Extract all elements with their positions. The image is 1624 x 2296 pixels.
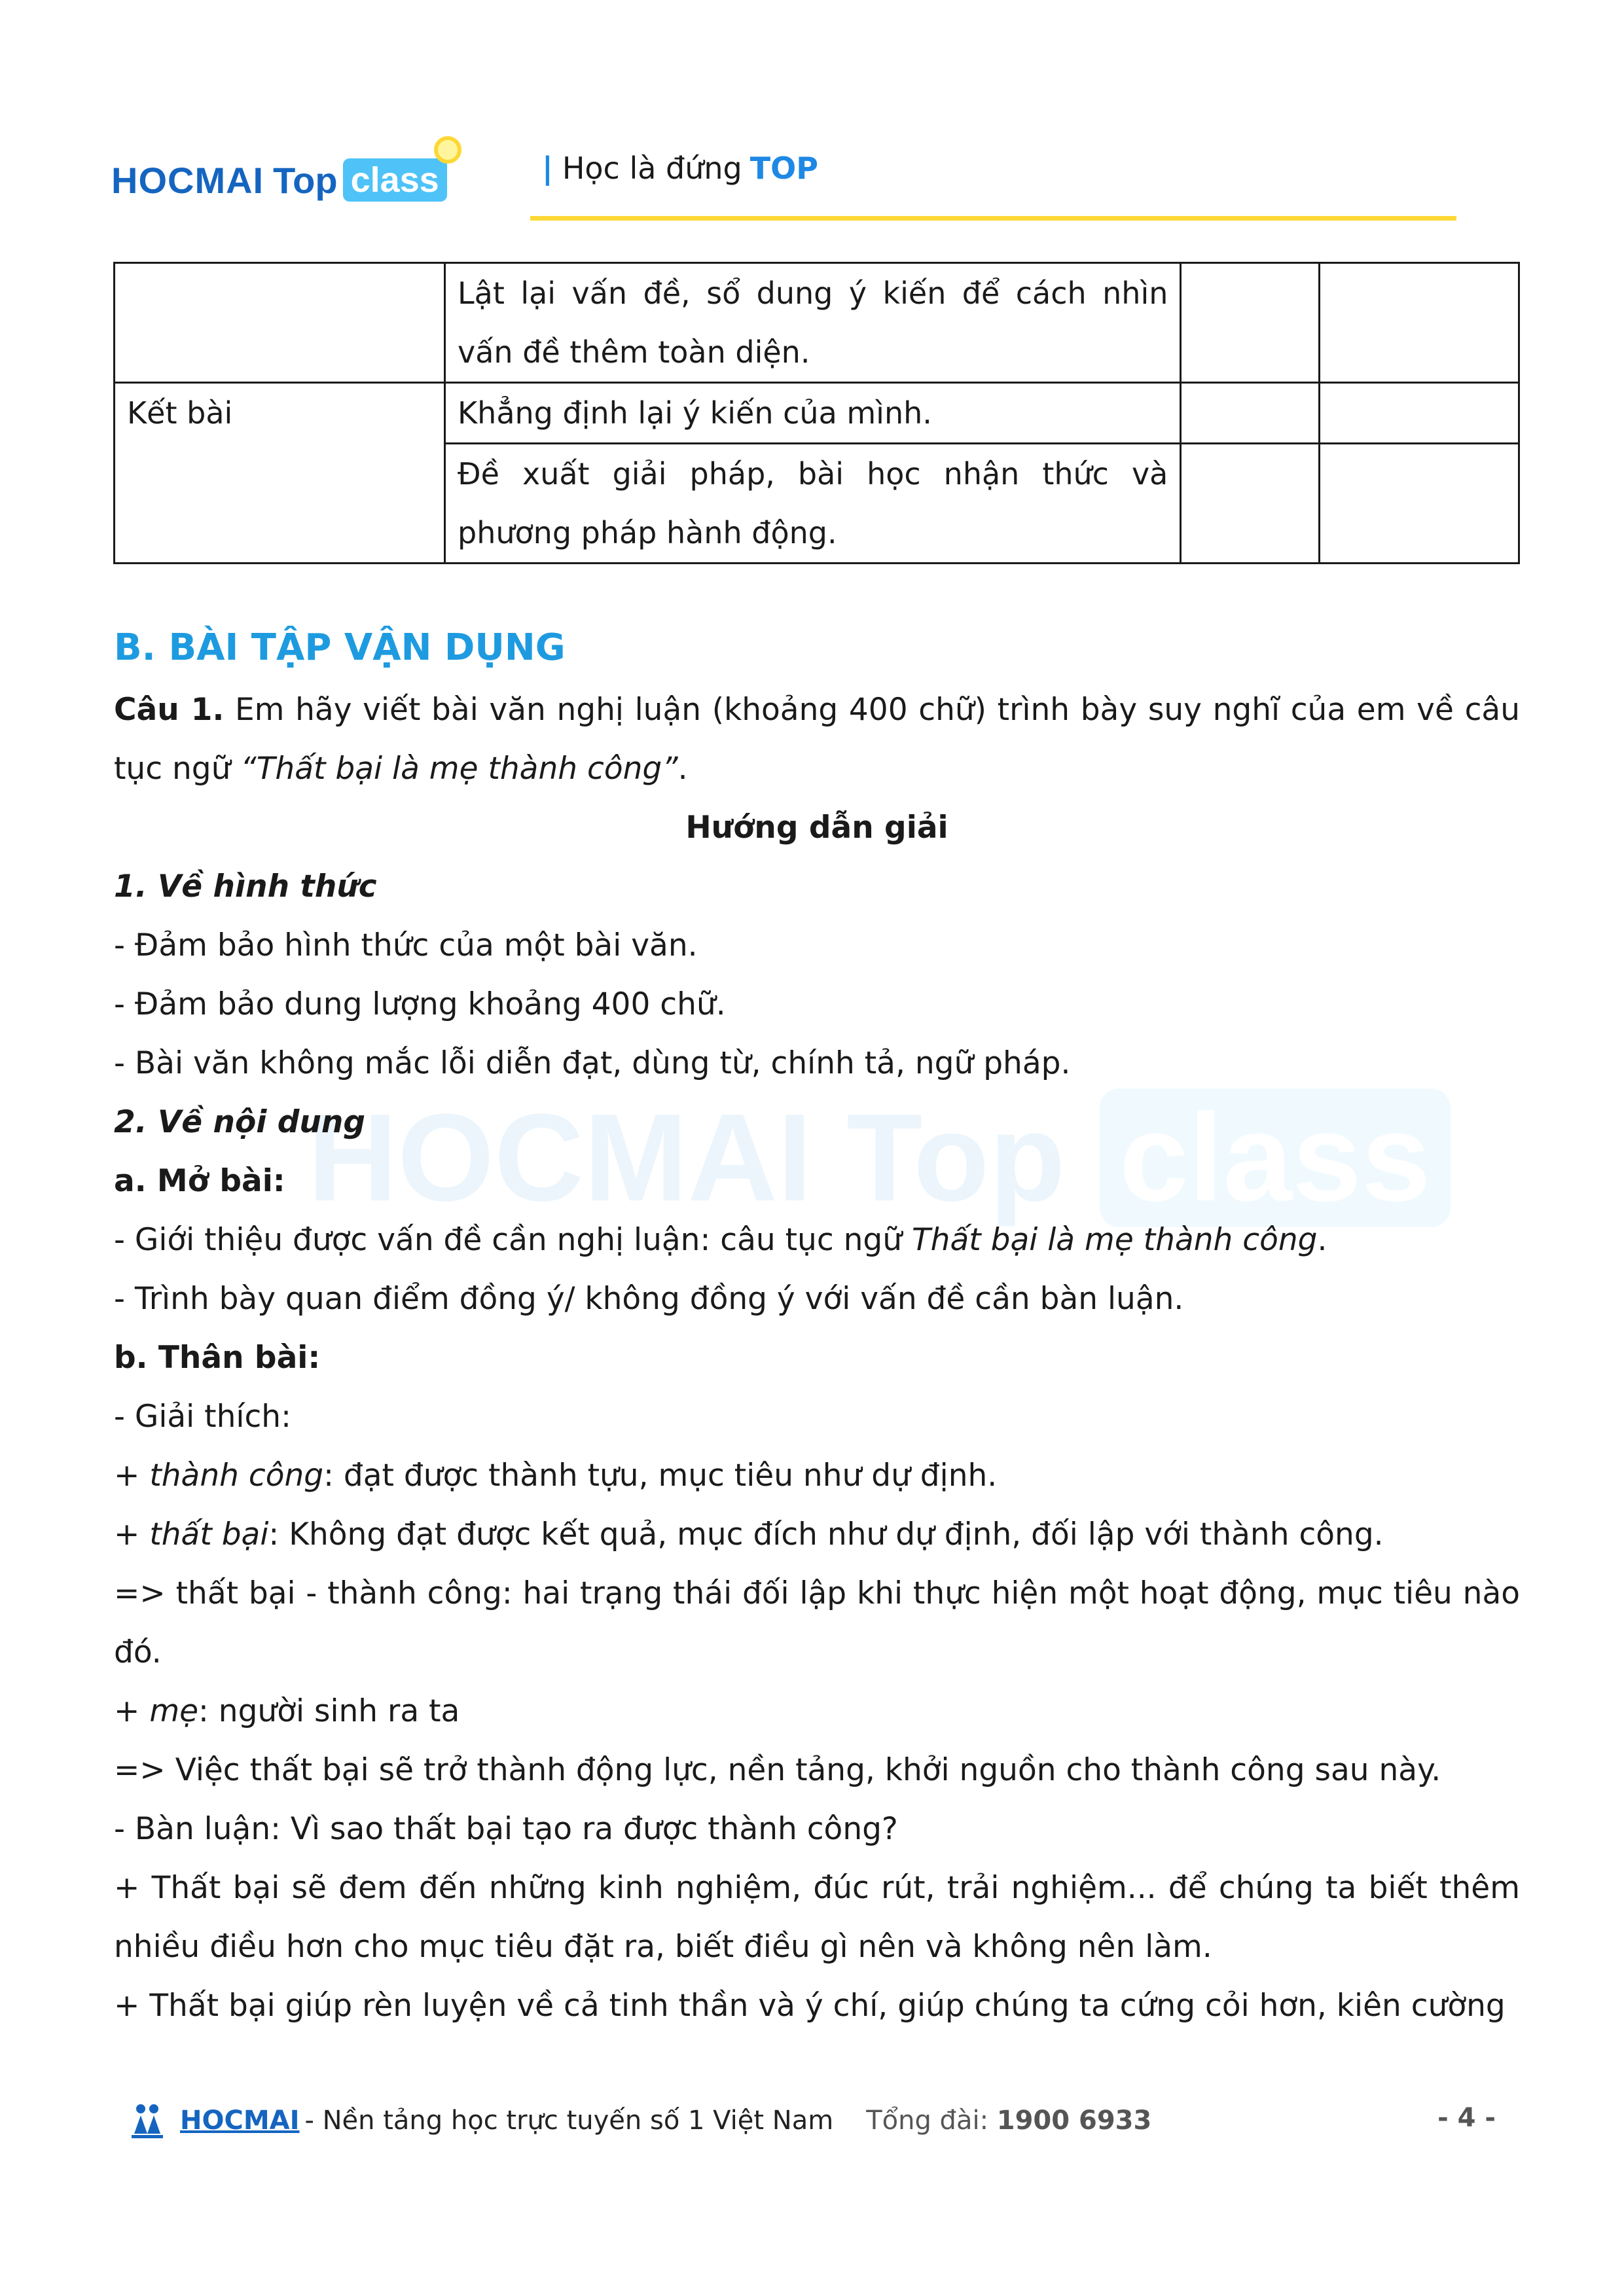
table-row bbox=[115, 263, 1519, 383]
hotline-label: Tổng đài: bbox=[866, 2106, 989, 2136]
table-cell: Khẳng định lại ý kiến của mình. bbox=[445, 383, 1181, 444]
section-title: B. BÀI TẬP VẬN DỤNG bbox=[114, 626, 566, 669]
page-number: - 4 - bbox=[1437, 2103, 1496, 2133]
text-run: . bbox=[1317, 1222, 1327, 1258]
question-1 bbox=[114, 681, 1520, 798]
list-item bbox=[114, 1505, 1520, 1564]
body-heading: b. Thân bài: bbox=[114, 1340, 321, 1376]
document-body bbox=[114, 615, 1520, 2036]
hotline bbox=[866, 2106, 1151, 2136]
opening-heading: a. Mở bài: bbox=[114, 1163, 285, 1199]
watermark-class: class bbox=[1100, 1088, 1450, 1227]
hocmai-topclass-logo bbox=[111, 147, 447, 213]
list-item: + Thất bại giúp rèn luyện về cả tinh thần và ý chí, giúp chúng ta cứng cỏi hơn, kiên cường bbox=[114, 1988, 1506, 2024]
table-cell bbox=[1181, 383, 1319, 444]
footer-tagline: - Nền tảng học trực tuyến số 1 Việt Nam bbox=[304, 2106, 834, 2136]
hocmai-people-icon bbox=[128, 2101, 167, 2140]
table-cell bbox=[1319, 263, 1519, 383]
text-run: : người sinh ra ta bbox=[198, 1693, 460, 1729]
text-run: : Không đạt được kết quả, mục đích như dự định, đối lập với thành công. bbox=[268, 1516, 1384, 1552]
guide-title: Hướng dẫn giải bbox=[685, 810, 948, 846]
text-run-italic: mẹ bbox=[149, 1693, 199, 1729]
text-run: + bbox=[114, 1693, 150, 1729]
rubric-table bbox=[113, 262, 1520, 564]
list-item: => thất bại - thành công: hai trạng thái đối lập khi thực hiện một hoạt động, mục tiêu nào đó. bbox=[114, 1575, 1520, 1670]
table-cell bbox=[1181, 444, 1319, 564]
logo-top-text: Top bbox=[273, 159, 338, 201]
table-cell bbox=[115, 263, 445, 383]
page-footer bbox=[128, 2098, 1496, 2144]
question-label: Câu 1. bbox=[114, 692, 225, 728]
tagline-separator: | bbox=[542, 151, 553, 186]
text-run-italic: thất bại bbox=[149, 1516, 269, 1552]
text-run-italic: thành công bbox=[149, 1458, 324, 1494]
tagline-top: TOP bbox=[749, 151, 818, 186]
question-end: . bbox=[677, 751, 688, 787]
content-heading: 2. Về nội dung bbox=[114, 1104, 365, 1140]
form-heading: 1. Về hình thức bbox=[114, 869, 377, 905]
sun-icon bbox=[434, 136, 461, 164]
list-item: + Thất bại sẽ đem đến những kinh nghiệm, đúc rút, trải nghiệm... để chúng ta biết thêm nhiều điều hơn cho mục tiêu đặt ra, biết điều gì nên và không nên làm. bbox=[114, 1870, 1520, 1965]
text-run: + bbox=[114, 1458, 150, 1494]
tagline-text: Học là đứng bbox=[562, 151, 742, 186]
text-run: - Giới thiệu được vấn đề cần nghị luận: câu tục ngữ bbox=[114, 1222, 912, 1258]
logo-class-text: class bbox=[350, 160, 439, 200]
list-item: - Đảm bảo hình thức của một bài văn. bbox=[114, 927, 698, 963]
list-item: - Giải thích: bbox=[114, 1399, 291, 1435]
list-item bbox=[114, 1446, 1520, 1505]
list-item: - Đảm bảo dung lượng khoảng 400 chữ. bbox=[114, 986, 726, 1022]
list-item: => Việc thất bại sẽ trở thành động lực, nền tảng, khởi nguồn cho thành công sau này. bbox=[114, 1752, 1441, 1788]
table-cell: Đề xuất giải pháp, bài học nhận thức và phương pháp hành động. bbox=[445, 444, 1181, 564]
table-cell bbox=[1181, 263, 1319, 383]
logo-hocmai-text: HOCMAI bbox=[111, 159, 264, 201]
proverb-quote: “Thất bại là mẹ thành công” bbox=[240, 751, 678, 787]
text-run: + bbox=[114, 1516, 150, 1552]
text-run-italic: Thất bại là mẹ thành công bbox=[911, 1222, 1318, 1258]
question-text: Em hãy viết bài văn nghị luận (khoảng 400 chữ) trình bày suy nghĩ của em về câu tục ngữ bbox=[114, 692, 1520, 787]
table-cell bbox=[1319, 383, 1519, 444]
table-cell bbox=[1319, 444, 1519, 564]
table-cell-ket-bai: Kết bài bbox=[115, 383, 445, 564]
list-item: - Bài văn không mắc lỗi diễn đạt, dùng từ, chính tả, ngữ pháp. bbox=[114, 1045, 1071, 1081]
hotline-number: 1900 6933 bbox=[996, 2106, 1152, 2136]
list-item bbox=[114, 1211, 1520, 1270]
list-item: - Bàn luận: Vì sao thất bại tạo ra được thành công? bbox=[114, 1811, 898, 1847]
list-item bbox=[114, 1682, 1520, 1741]
text-run: : đạt được thành tựu, mục tiêu như dự định. bbox=[323, 1458, 998, 1494]
header-divider bbox=[530, 216, 1456, 221]
watermark-hocmai: HOCMAI bbox=[308, 1088, 812, 1227]
watermark-top: Top bbox=[846, 1088, 1066, 1227]
table-cell: Lật lại vấn đề, sổ dung ý kiến để cách nhìn vấn đề thêm toàn diện. bbox=[445, 263, 1181, 383]
footer-brand-link[interactable]: HOCMAI bbox=[180, 2106, 300, 2136]
tagline bbox=[542, 151, 818, 186]
table-row bbox=[115, 383, 1519, 444]
logo-class-badge bbox=[343, 158, 447, 202]
list-item: - Trình bày quan điểm đồng ý/ không đồng ý với vấn đề cần bàn luận. bbox=[114, 1281, 1184, 1317]
